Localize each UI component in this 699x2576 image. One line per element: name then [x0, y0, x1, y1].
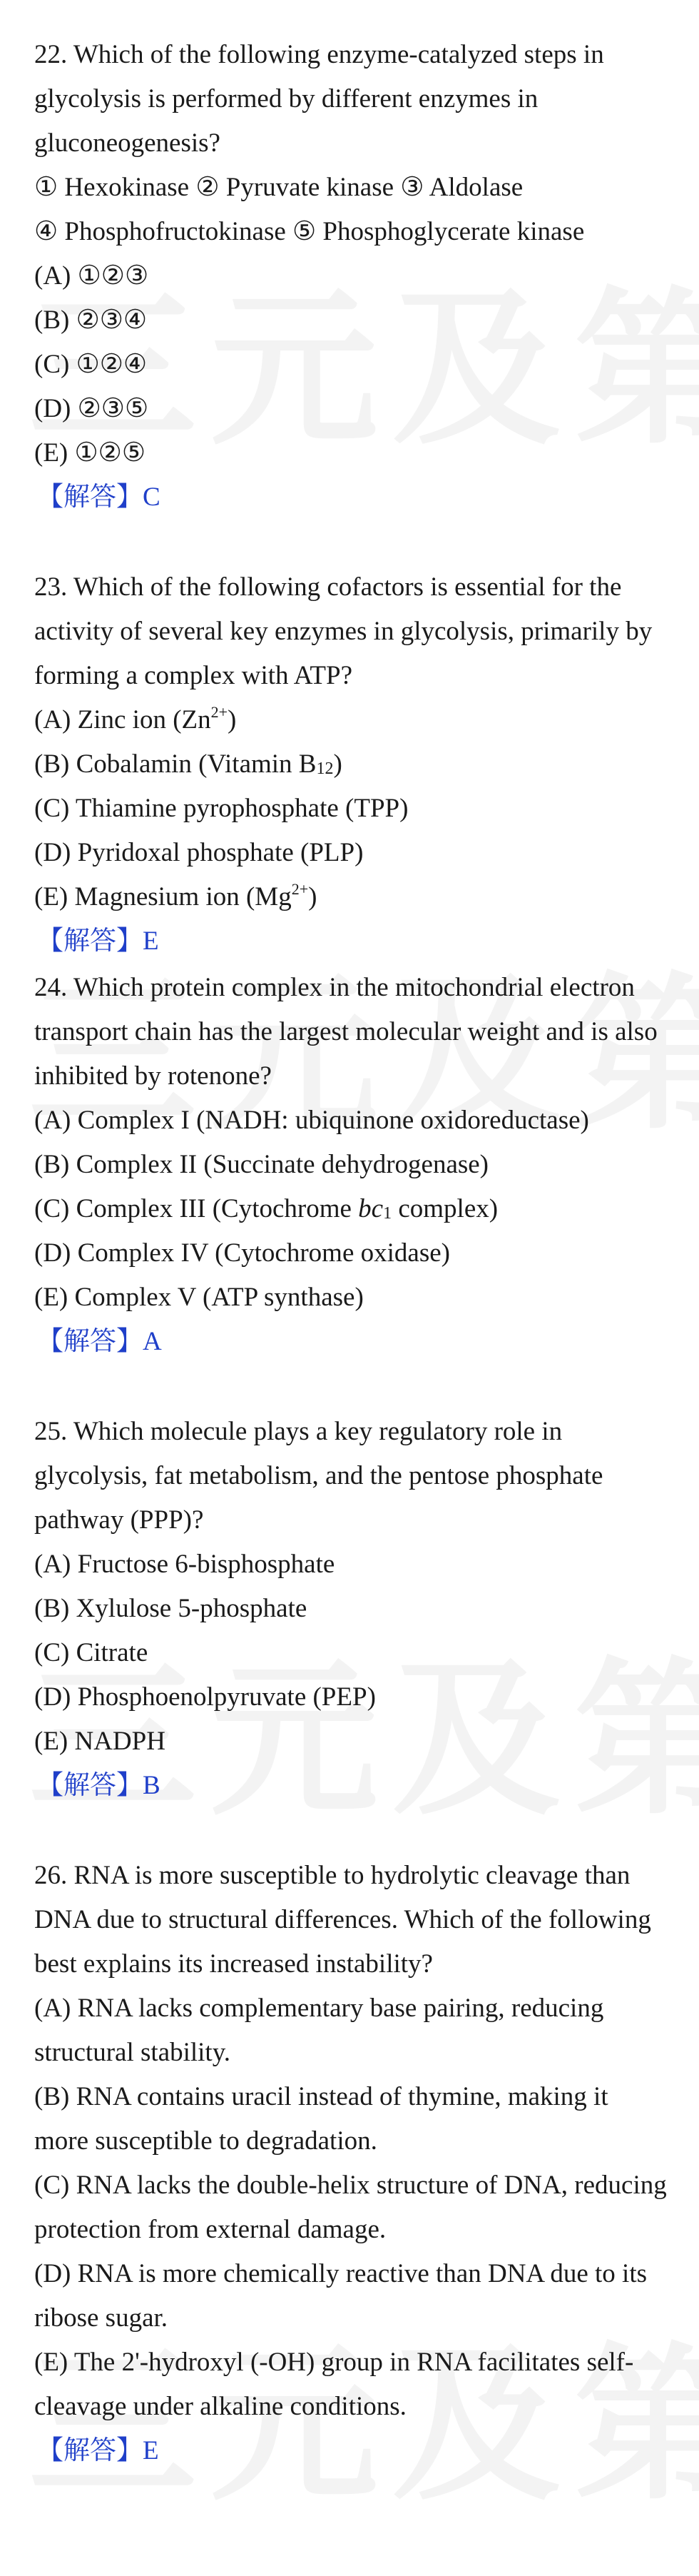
option-b: (B) Xylulose 5-phosphate	[34, 1594, 307, 1623]
question-22	[34, 33, 668, 520]
answer: 【解答】E	[37, 2436, 159, 2465]
question-stem: 25. Which molecule plays a key regulatory role in glycolysis, fat metabolism, and the pentose phosphate pathway (PPP)?	[34, 1417, 603, 1535]
question-24	[34, 966, 668, 1364]
option-e: (E) The 2'-hydroxyl (-OH) group in RNA facilitates self-cleavage under alkaline conditions.	[34, 2348, 634, 2421]
option-a: (A) Complex I (NADH: ubiquinone oxidoreductase)	[34, 1106, 589, 1135]
option-b: (B) Complex II (Succinate dehydrogenase)	[34, 1150, 489, 1179]
option-e: (E) ①②⑤	[34, 438, 146, 468]
option-d: (D) Pyridoxal phosphate (PLP)	[34, 838, 364, 867]
option-e: (E) Magnesium ion $(Mg^{2+})$	[34, 880, 317, 911]
option-b: (B) Cobalamin (Vitamin $B_{12}$)	[34, 749, 342, 779]
enzyme-list-line-1: ① Hexokinase ② Pyruvate kinase ③ Aldolase	[34, 173, 524, 202]
option-b: (B) ②③④	[34, 305, 148, 335]
question-stem: 23. Which of the following cofactors is essential for the activity of several key enzymes in glycolysis, primarily by forming a complex with ATP?	[34, 572, 653, 690]
option-d: (D) ②③⑤	[34, 394, 149, 423]
question-26	[34, 1854, 668, 2473]
option-a: (A) Fructose 6-bisphosphate	[34, 1550, 335, 1579]
question-25	[34, 1410, 668, 1808]
option-a: (A) RNA lacks complementary base pairing, reducing structural stability.	[34, 1994, 604, 2067]
option-e: (E) NADPH	[34, 1727, 165, 1756]
question-stem: 26. RNA is more susceptible to hydrolytic cleavage than DNA due to structural differences. Which of the following best explains its increased instability?	[34, 1861, 651, 1979]
enzyme-list-line-2: ④ Phosphofructokinase ⑤ Phosphoglycerate kinase	[34, 217, 585, 246]
answer: 【解答】C	[37, 483, 160, 512]
answer: 【解答】B	[37, 1771, 160, 1800]
option-c: (C) RNA lacks the double-helix structure of DNA, reducing protection from external damage.	[34, 2171, 667, 2244]
option-c: (C) Citrate	[34, 1638, 148, 1667]
option-d: (D) RNA is more chemically reactive than DNA due to its ribose sugar.	[34, 2259, 648, 2333]
option-a: (A) Zinc ion $(Zn^{2+})$	[34, 703, 237, 734]
question-23	[34, 565, 668, 964]
option-c: (C) Thiamine pyrophosphate (TPP)	[34, 794, 409, 823]
answer: 【解答】E	[37, 926, 159, 956]
option-c: (C) Complex III (Cytochrome $bc_1$ complex)	[34, 1194, 499, 1223]
option-d: (D) Phosphoenolpyruvate (PEP)	[34, 1682, 376, 1712]
option-d: (D) Complex IV (Cytochrome oxidase)	[34, 1238, 450, 1268]
option-c: (C) ①②④	[34, 350, 148, 379]
option-e: (E) Complex V (ATP synthase)	[34, 1283, 364, 1312]
question-stem: 22. Which of the following enzyme-catalyzed steps in glycolysis is performed by different enzymes in gluconeogenesis?	[34, 40, 604, 158]
option-a: (A) ①②③	[34, 261, 149, 291]
option-b: (B) RNA contains uracil instead of thymine, making it more susceptible to degradation.	[34, 2082, 608, 2156]
answer: 【解答】A	[37, 1327, 162, 1356]
question-stem: 24. Which protein complex in the mitochondrial electron transport chain has the largest molecular weight and is also inhibited by rotenone?	[34, 973, 658, 1091]
